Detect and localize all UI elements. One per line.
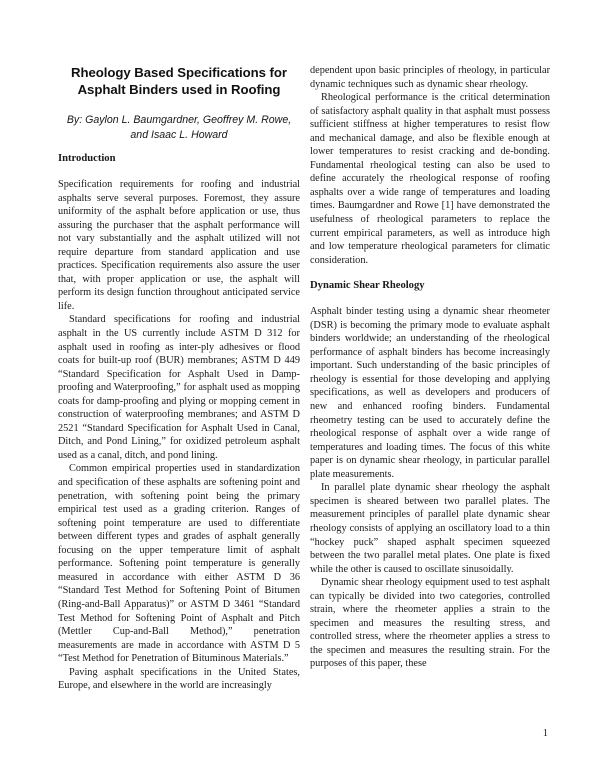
paragraph: Specification requirements for roofing and industrial asphalts serve several purposes. Foremost, they assure uniformity of the asphalt before application or use, thus assuring the purchaser that the asphalt performance will not vary substantially and the asphalt utilized will not require departure from standard application and use practices. Specification requirements also assure the user that, with proper application or use, the asphalt will perform its design function throughout anticipated service life. bbox=[58, 179, 300, 312]
section-heading-dynamic-shear-rheology: Dynamic Shear Rheology bbox=[310, 280, 425, 292]
paragraph: Standard specifications for roofing and industrial asphalt in the US currently include ASTM D 312 for asphalt used in roofing as inter-ply adhesives or flood coats for built-up roof (BUR) membranes; ASTM D 449 “Standard Specification for Asphalt Used in Damp-proofing and Waterproofing,” for asphalt used as mopping coats for damp-proofing and plying or mopping cement in construction of waterproofing membranes; and ASTM D 2521 “Standard Specification for Asphalt Used in Canal, Ditch, and Pond Lining,” for oxidized petroleum asphalt used as a canal, ditch, and pond lining. bbox=[58, 314, 300, 461]
paragraph: Rheological performance is the critical determination of satisfactory asphalt quality in that asphalt must possess sufficient stiffness at higher temperatures to resist flow and mechanical damage, and also be flexible enough at lower temperatures to resist cracking and de-bonding. Fundamental rheological testing can also be used to define accurately the rheological response of roofing asphalts over a wide range of temperatures and loading times. Baumgardner and Rowe [1] have demonstrated the usefulness of rheological parameters to replace the current empirical parameters, as well as introduce high and low temperature rheological parameters for climatic consideration. bbox=[310, 92, 550, 266]
right-column bbox=[310, 64, 550, 671]
page-title-line-2: Asphalt Binders used in Roofing bbox=[77, 82, 281, 97]
paragraph: In parallel plate dynamic shear rheology the asphalt specimen is sheared between two parallel plates. The measurement principles of parallel plate dynamic shear rheology consists of applying an oscillatory load to a thin “hockey puck” shaped asphalt specimen squeezed between the two parallel metal plates. One plate is fixed while the other is caused to oscillate sinusoidally. bbox=[310, 482, 550, 575]
paragraph: Asphalt binder testing using a dynamic shear rheometer (DSR) is becoming the primary mode to evaluate asphalt binders worldwide; an understanding of the rheological performance of asphalt binders has become increasingly important. Such understanding of the basic principles of rheology is essential for those developing and applying specifications, as well as developers and producers of new and enhanced roofing binders. Fundamental rheometry testing can be used to accurately define the rheological response of asphalt over a wide range of temperatures and loading times. The focus of this white paper is on dynamic shear rheology, in particular parallel plate measurements. bbox=[310, 306, 550, 480]
section-heading-introduction: Introduction bbox=[58, 153, 116, 164]
paragraph: Dynamic shear rheology equipment used to test asphalt can typically be divided into two categories, controlled strain, where the rheometer applies a strain to the specimen and measures the resulting stress, and controlled stress, where the rheometer applies a stress to the specimen and measures the resulting strain. For the purposes of this paper, these bbox=[310, 577, 550, 670]
left-column bbox=[58, 152, 300, 693]
paragraph: Paving asphalt specifications in the United States, Europe, and elsewhere in the world are increasingly bbox=[58, 666, 300, 692]
page-number: 1 bbox=[542, 728, 548, 739]
page-title-line-1: Rheology Based Specifications for bbox=[71, 65, 287, 80]
paragraph: dependent upon basic principles of rheology, in particular dynamic techniques such as dynamic shear rheology. bbox=[310, 65, 550, 90]
paragraph: Common empirical properties used in standardization and specification of these asphalts are softening point and penetration, with softening point being the primary empirical test used as a grading criterion. Ranges of softening point temperature are used to differentiate between different types and grades of asphalt generally focusing on the upper temperature limit of asphalt performance. Softening point temperature is generally measured in accordance with either ASTM D 36 “Standard Test Method for Softening Point of Bitumen (Ring-and-Ball Apparatus)” or ASTM D 3461 “Standard Test Method for Softening Point of Asphalt and Pitch (Mettler Cup-and-Ball Method),” penetration measurements are made in accordance with ASTM D 5 “Test Method for Penetration of Bituminous Materials.” bbox=[58, 463, 300, 665]
author-byline: By: Gaylon L. Baumgardner, Geoffrey M. Rowe, and Isaac L. Howard bbox=[66, 114, 292, 141]
title-block bbox=[58, 64, 300, 143]
page-title bbox=[58, 64, 300, 98]
